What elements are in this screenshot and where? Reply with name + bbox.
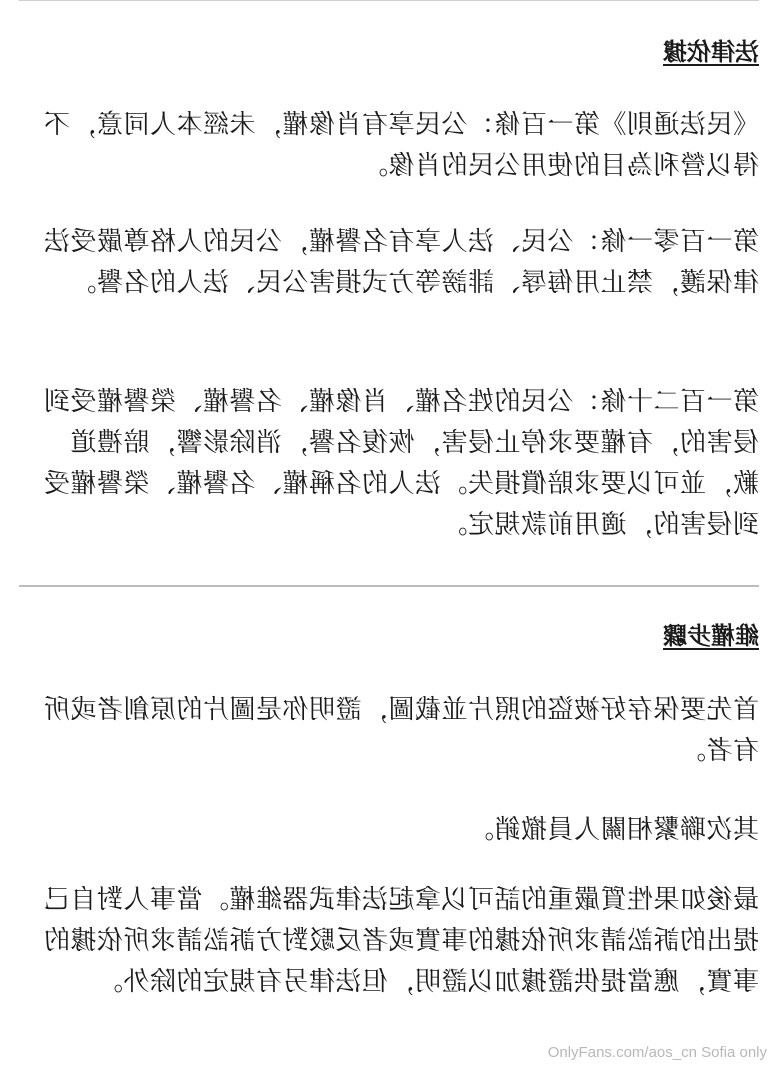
top-divider bbox=[19, 0, 759, 1]
legal-basis-paragraph-2: 第一百零一條：公民、法人享有名譽權，公民的人格尊嚴受法律保護，禁止用侮辱、誹謗等方式損害公民、法人的名譽。 bbox=[43, 227, 759, 298]
rights-steps-paragraph-3: 最後如果性質嚴重的話可以拿起法律武器維權。當事人對自己提出的訴訟請求所依據的事實或者反駁對方訴訟請求所依據的事實，應當提供證據加以證明，但法律另有規定的除外。 bbox=[43, 885, 759, 997]
rights-steps-paragraph-1: 首先要保存好被盜的照片並截圖，證明你是圖片的原創者或所有者。 bbox=[43, 695, 759, 766]
legal-basis-heading: 法律依據 bbox=[663, 38, 759, 66]
legal-basis-paragraph-1: 《民法通則》第一百條：公民享有肖像權，未經本人同意，不得以營利為目的使用公民的肖像。 bbox=[43, 110, 759, 181]
watermark-text: OnlyFans.com/aos_cn Sofia only bbox=[547, 1044, 767, 1061]
rights-steps-paragraph-2: 其次聯繫相關人員撤銷。 bbox=[467, 815, 759, 845]
section-divider bbox=[19, 585, 759, 587]
legal-basis-paragraph-3: 第一百二十條：公民的姓名權、肖像權、名譽權、榮譽權受到侵害的，有權要求停止侵害，恢復名譽，消除影響，賠禮道歉，並可以要求賠償損失。法人的名稱權、名譽權、榮譽權受到侵害的，適用前款規定。 bbox=[43, 387, 759, 540]
rights-steps-heading: 維權步驟 bbox=[663, 622, 759, 650]
